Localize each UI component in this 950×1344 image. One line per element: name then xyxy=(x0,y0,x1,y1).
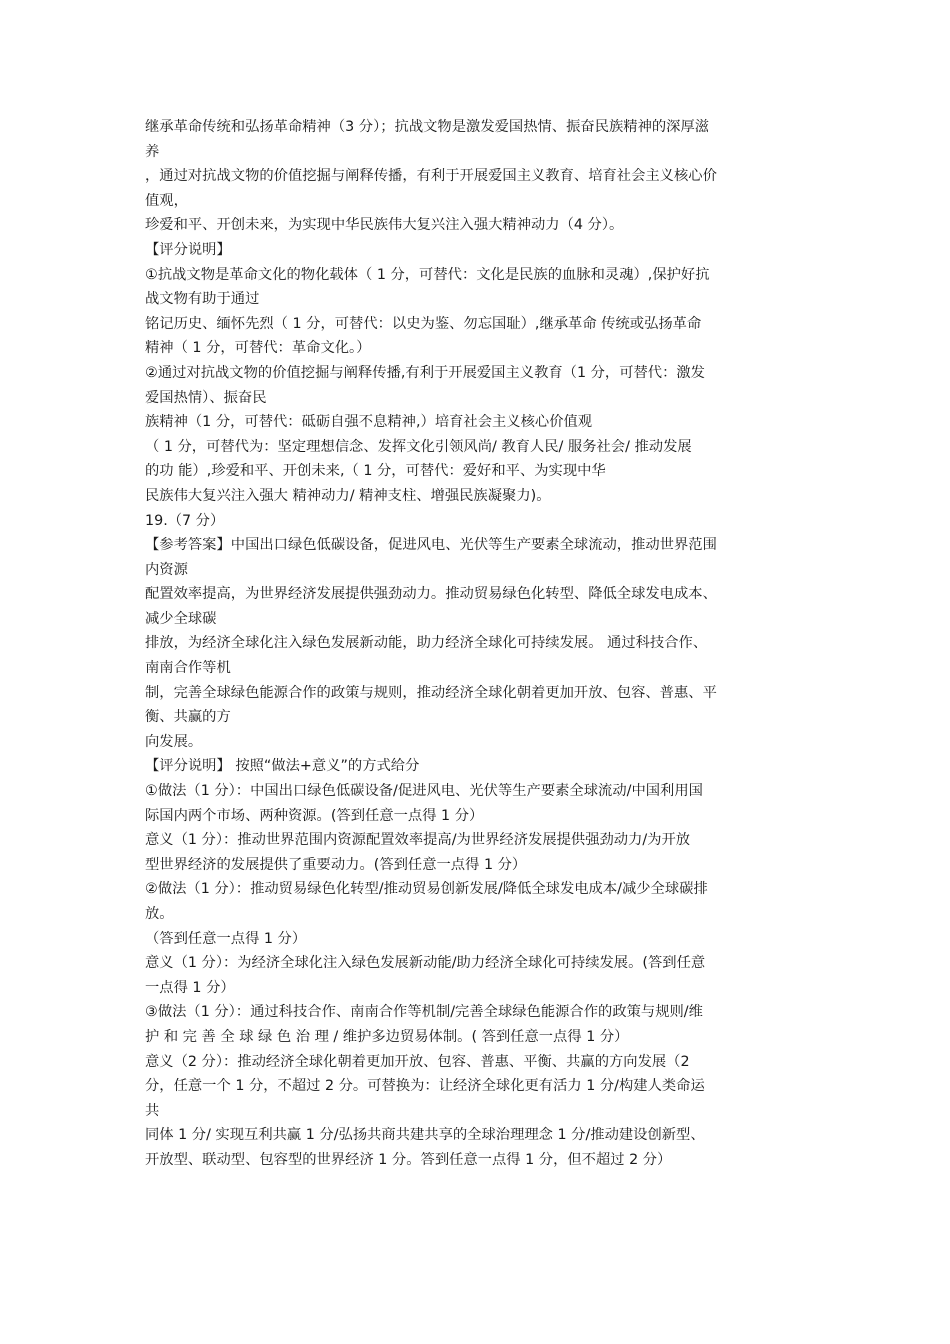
text-line: ①抗战文物是革命文化的物化载体（ 1 分，可替代：文化是民族的血脉和灵魂）,保护好抗 xyxy=(145,266,710,283)
section-heading-scoring: 【评分说明】 xyxy=(145,241,231,258)
text-line: ③做法（1 分）：通过科技合作、南南合作等机制/完善全球绿色能源合作的政策与规则/维 xyxy=(145,1004,703,1021)
text-line: 【参考答案】中国出口绿色低碳设备，促进风电、光伏等生产要素全球流动，推动世界范围 xyxy=(145,537,717,554)
text-line: 制，完善全球绿色能源合作的政策与规则，推动经济全球化朝着更加开放、包容、普惠、平 xyxy=(145,684,717,701)
text-line: 同体 1 分/ 实现互利共赢 1 分/弘扬共商共建共享的全球治理理念 1 分/推动建设创新型、 xyxy=(145,1127,705,1144)
question-number: 19.（7 分） xyxy=(145,512,225,529)
text-line: 民族伟大复兴注入强大 精神动力/ 精神支柱、增强民族凝聚力)。 xyxy=(145,487,551,504)
text-line: 的功 能）,珍爱和平、开创未来,（ 1 分，可替代：爱好和平、为实现中华 xyxy=(145,463,606,480)
text-line: 型世界经济的发展提供了重要动力。(答到任意一点得 1 分） xyxy=(145,856,527,873)
text-line: （ 1 分，可替代为：坚定理想信念、发挥文化引领风尚/ 教育人民/ 服务社会/ 推动发展 xyxy=(145,438,692,455)
text-line: 开放型、联动型、包容型的世界经济 1 分。答到任意一点得 1 分，但不超过 2 分） xyxy=(145,1151,672,1168)
text-line: 分，任意一个 1 分，不超过 2 分。可替换为：让经济全球化更有活力 1 分/构建人类命运 xyxy=(145,1078,705,1095)
text-line: 配置效率提高，为世界经济发展提供强劲动力。推动贸易绿色化转型、降低全球发电成本、 xyxy=(145,586,717,603)
text-line: 珍爱和平、开创未来，为实现中华民族伟大复兴注入强大精神动力（4 分）。 xyxy=(145,217,624,234)
text-line: 爱国热情）、振奋民 xyxy=(145,389,267,406)
text-line: 际国内两个市场、两种资源。(答到任意一点得 1 分） xyxy=(145,807,484,824)
text-line: 铭记历史、缅怀先烈（ 1 分，可替代：以史为鉴、勿忘国耻）,继承革命 传统或弘扬革命 xyxy=(145,315,702,332)
text-line: 共 xyxy=(145,1102,160,1119)
text-line: 向发展。 xyxy=(145,733,203,750)
text-line: 值观， xyxy=(145,192,188,209)
text-line: 继承革命传统和弘扬革命精神（3 分）；抗战文物是激发爱国热情、振奋民族精神的深厚滋 xyxy=(145,119,710,135)
text-line: 衡、共赢的方 xyxy=(145,709,231,726)
text-line: 排放，为经济全球化注入绿色发展新动能，助力经济全球化可持续发展。 通过科技合作、 xyxy=(145,635,708,652)
section-heading-scoring: 【评分说明】 按照“做法+意义”的方式给分 xyxy=(145,758,420,775)
text-line: ①做法（1 分）：中国出口绿色低碳设备/促进风电、光伏等生产要素全球流动/中国利用国 xyxy=(145,783,703,800)
text-line: 放。 xyxy=(145,906,174,922)
text-line: 护 和 完 善 全 球 绿 色 治 理 / 维护多边贸易体制。( 答到任意一点得 1 分） xyxy=(145,1028,629,1045)
text-line: 族精神（1 分，可替代：砥砺自强不息精神,）培育社会主义核心价值观 xyxy=(145,414,593,431)
text-line: ②做法（1 分）：推动贸易绿色化转型/推动贸易创新发展/降低全球发电成本/减少全球碳排 xyxy=(145,881,708,898)
text-line: 南南合作等机 xyxy=(145,660,231,677)
text-line: 养 xyxy=(145,143,160,160)
text-line: 减少全球碳 xyxy=(145,610,217,627)
text-line: ②通过对抗战文物的价值挖掘与阐释传播,有利于开展爱国主义教育（1 分，可替代：激发 xyxy=(145,364,705,381)
text-line: 战文物有助于通过 xyxy=(145,291,260,308)
text-line: 精神（ 1 分，可替代：革命文化。） xyxy=(145,340,371,357)
document-body xyxy=(145,115,810,1173)
text-line: ，通过对抗战文物的价值挖掘与阐释传播，有利于开展爱国主义教育、培育社会主义核心价 xyxy=(145,168,717,185)
text-line: 一点得 1 分） xyxy=(145,979,235,996)
text-line: 意义（1 分）：推动世界范围内资源配置效率提高/为世界经济发展提供强劲动力/为开放 xyxy=(145,832,691,849)
text-line: 内资源 xyxy=(145,561,188,578)
text-line: 意义（1 分）：为经济全球化注入绿色发展新动能/助力经济全球化可持续发展。(答到任意 xyxy=(145,955,706,972)
text-line: （答到任意一点得 1 分） xyxy=(145,930,307,947)
text-line: 意义（2 分）：推动经济全球化朝着更加开放、包容、普惠、平衡、共赢的方向发展（2 xyxy=(145,1053,690,1070)
